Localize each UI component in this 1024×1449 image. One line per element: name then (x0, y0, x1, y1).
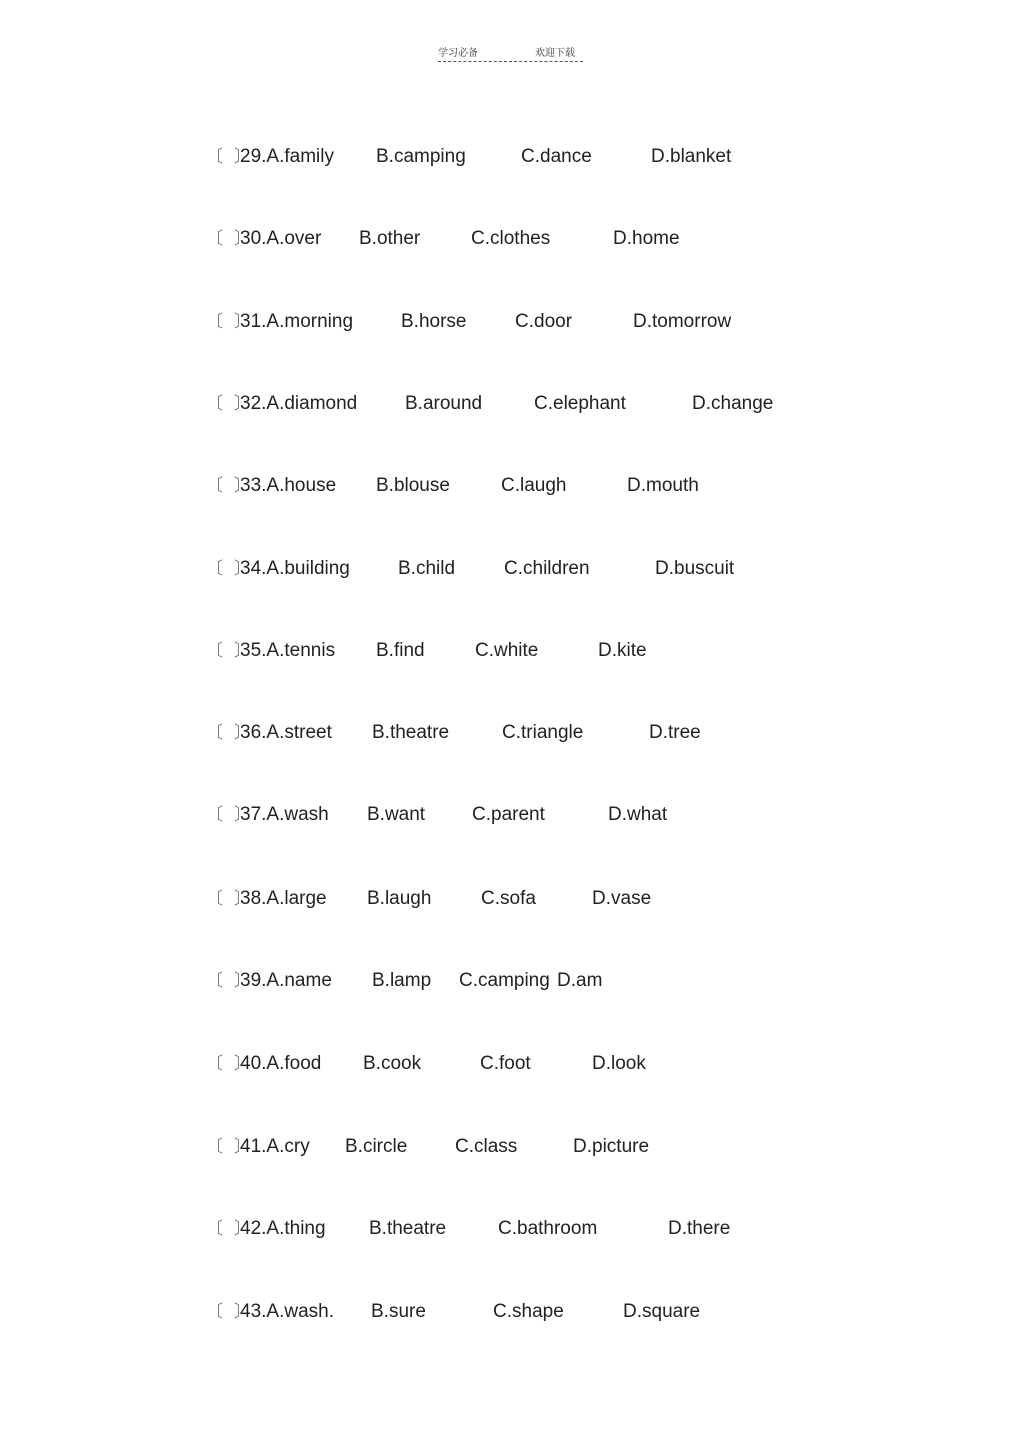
question-34 (0, 557, 1024, 581)
option-d: D.kite (598, 640, 647, 661)
question-number-option-a: 41.A.cry (240, 1136, 310, 1157)
answer-bracket: 〔 〕 (206, 147, 254, 166)
answer-bracket: 〔 〕 (206, 805, 254, 824)
option-c: C.class (455, 1136, 518, 1157)
page-header (438, 43, 583, 62)
question-number-option-a: 40.A.food (240, 1053, 322, 1074)
question-41 (0, 1135, 1024, 1159)
question-37 (0, 803, 1024, 827)
answer-bracket: 〔 〕 (206, 889, 254, 908)
answer-bracket: 〔 〕 (206, 1302, 254, 1321)
question-number-option-a: 35.A.tennis (240, 640, 336, 661)
option-d: D.mouth (627, 475, 699, 496)
question-42 (0, 1217, 1024, 1241)
option-d: D.vase (592, 888, 652, 909)
option-c: C.triangle (502, 722, 584, 743)
question-29 (0, 145, 1024, 169)
question-number-option-a: 39.A.name (240, 970, 332, 991)
option-c: C.white (475, 640, 539, 661)
question-number-option-a: 30.A.over (240, 228, 322, 249)
option-b: B.around (405, 393, 483, 414)
option-b: B.other (359, 228, 421, 249)
option-b: B.camping (376, 146, 466, 167)
question-number-option-a: 43.A.wash. (240, 1301, 334, 1322)
question-39 (0, 969, 1024, 993)
option-c: C.clothes (471, 228, 551, 249)
option-d: D.change (692, 393, 774, 414)
option-d: D.picture (573, 1136, 650, 1157)
question-36 (0, 721, 1024, 745)
option-d: D.there (668, 1218, 731, 1239)
question-number-option-a: 34.A.building (240, 558, 350, 579)
option-d: D.buscuit (655, 558, 735, 579)
option-c: C.children (504, 558, 590, 579)
option-b: B.cook (363, 1053, 422, 1074)
answer-bracket: 〔 〕 (206, 476, 254, 495)
answer-bracket: 〔 〕 (206, 1054, 254, 1073)
option-c: C.laugh (501, 475, 567, 496)
option-c: C.dance (521, 146, 592, 167)
answer-bracket: 〔 〕 (206, 723, 254, 742)
question-number-option-a: 36.A.street (240, 722, 332, 743)
question-number-option-a: 42.A.thing (240, 1218, 326, 1239)
option-b: B.child (398, 558, 456, 579)
option-d: D.square (623, 1301, 701, 1322)
option-c: C.sofa (481, 888, 536, 909)
option-b: B.blouse (376, 475, 450, 496)
answer-bracket: 〔 〕 (206, 971, 254, 990)
option-d: D.home (613, 228, 680, 249)
option-b: B.theatre (369, 1218, 447, 1239)
option-c: C.bathroom (498, 1218, 598, 1239)
answer-bracket: 〔 〕 (206, 229, 254, 248)
answer-bracket: 〔 〕 (206, 1137, 254, 1156)
option-d: D.am (557, 970, 603, 991)
question-number-option-a: 29.A.family (240, 146, 334, 167)
answer-bracket: 〔 〕 (206, 641, 254, 660)
option-d: D.what (608, 804, 668, 825)
option-b: B.theatre (372, 722, 450, 743)
answer-bracket: 〔 〕 (206, 1219, 254, 1238)
question-33 (0, 474, 1024, 498)
option-b: B.horse (401, 311, 467, 332)
option-c: C.shape (493, 1301, 564, 1322)
option-b: B.laugh (367, 888, 432, 909)
option-b: B.lamp (372, 970, 432, 991)
option-d: D.blanket (651, 146, 732, 167)
question-number-option-a: 38.A.large (240, 888, 327, 909)
answer-bracket: 〔 〕 (206, 312, 254, 331)
option-c: C.elephant (534, 393, 626, 414)
question-43 (0, 1300, 1024, 1324)
option-d: D.tomorrow (633, 311, 732, 332)
question-number-option-a: 37.A.wash (240, 804, 329, 825)
question-32 (0, 392, 1024, 416)
option-c: C.door (515, 311, 573, 332)
question-number-option-a: 31.A.morning (240, 311, 354, 332)
question-number-option-a: 32.A.diamond (240, 393, 358, 414)
option-c: C.camping (459, 970, 550, 991)
question-number-option-a: 33.A.house (240, 475, 337, 496)
header-right-text: 欢迎下载 (535, 48, 575, 59)
option-b: B.circle (345, 1136, 408, 1157)
question-31 (0, 310, 1024, 334)
question-30 (0, 227, 1024, 251)
option-c: C.foot (480, 1053, 531, 1074)
option-b: B.want (367, 804, 426, 825)
answer-bracket: 〔 〕 (206, 559, 254, 578)
option-c: C.parent (472, 804, 545, 825)
question-40 (0, 1052, 1024, 1076)
option-b: B.sure (371, 1301, 426, 1322)
option-d: D.tree (649, 722, 701, 743)
option-b: B.find (376, 640, 425, 661)
answer-bracket: 〔 〕 (206, 394, 254, 413)
option-d: D.look (592, 1053, 646, 1074)
question-35 (0, 639, 1024, 663)
question-38 (0, 887, 1024, 911)
header-left-text: 学习必备 (438, 48, 478, 59)
